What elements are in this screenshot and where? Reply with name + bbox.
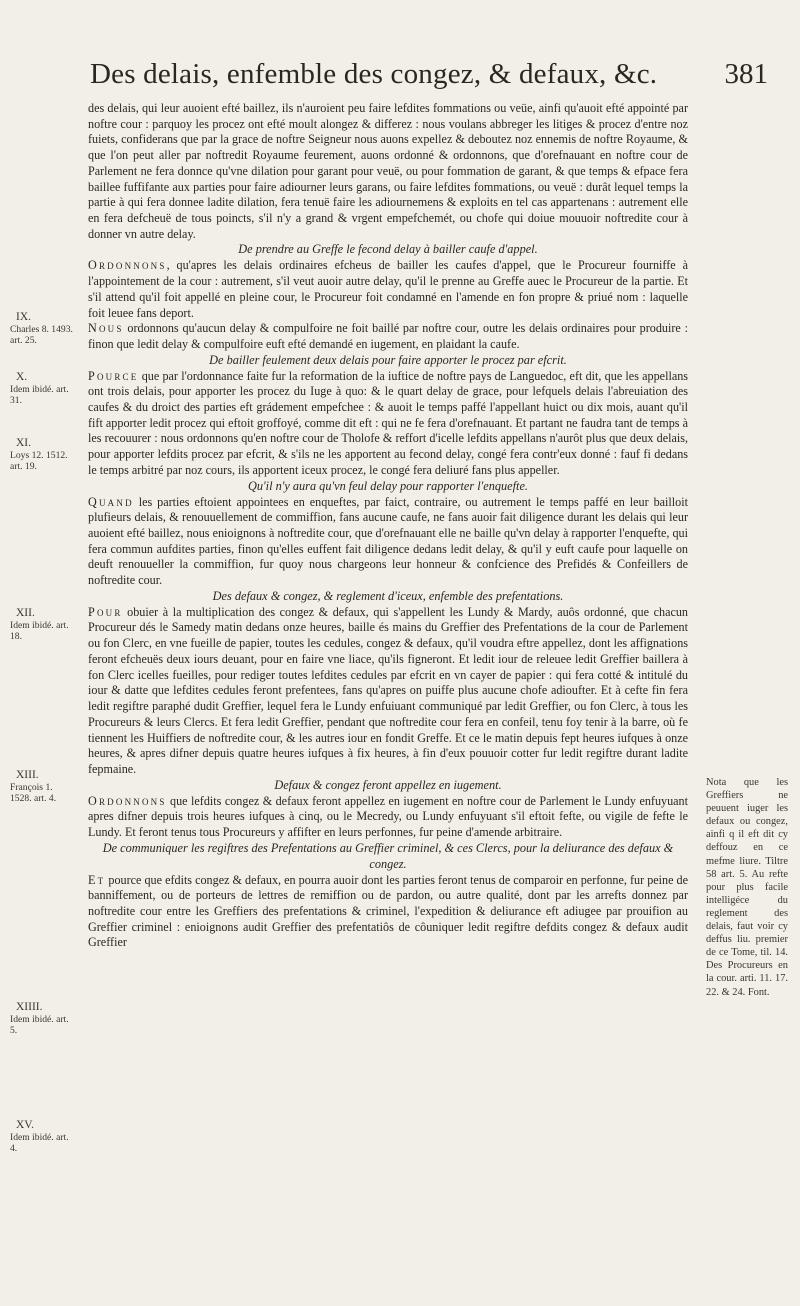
paragraph-lead: Pource bbox=[88, 368, 139, 383]
margin-note-left bbox=[10, 438, 74, 473]
running-title: Des delais, enfemble des congez, & defaux, &c. bbox=[90, 58, 658, 90]
paragraph bbox=[88, 495, 688, 589]
paragraph-lead: Nous bbox=[88, 321, 124, 336]
paragraph-text: que lefdits congez & defaux feront appellez en iugement en noftre cour de Parlement le Lundy enfuyuant apres difner depuis trois heures iufques à cinq, ou le Mecredy, ou Lundy enfuyuant s'il eftoit fefte, ou vigile de fefte le Lundy. Et feront tenus tous Procureurs y affifter en leurs perfonnes, fur peine d'amende arbitraire. bbox=[88, 793, 688, 839]
margin-reference: Idem ibidé. art. 31. bbox=[10, 383, 69, 407]
section-heading: Qu'il n'y aura qu'vn feul delay pour rapporter l'enquefte. bbox=[248, 478, 528, 493]
paragraph-lead: Ordonnons bbox=[88, 258, 167, 273]
margin-reference: Charles 8. 1493. art. 25. bbox=[10, 323, 73, 347]
article-number: XIIII. bbox=[16, 1001, 43, 1013]
margin-note-left bbox=[10, 1002, 74, 1037]
paragraph bbox=[88, 794, 688, 841]
margin-note-left bbox=[10, 372, 74, 407]
margin-reference: Idem ibidé. art. 4. bbox=[10, 1131, 69, 1155]
paragraph bbox=[88, 873, 688, 952]
article-number: XV. bbox=[16, 1119, 35, 1131]
margin-note-left bbox=[10, 608, 74, 643]
paragraph bbox=[88, 369, 688, 479]
margin-note-left bbox=[10, 1120, 74, 1155]
section-heading: De bailler feulement deux delais pour faire apporter le procez par efcrit. bbox=[209, 352, 567, 367]
article-number: X. bbox=[16, 371, 28, 383]
margin-reference: Idem ibidé. art. 5. bbox=[10, 1013, 69, 1037]
paragraph-lead: Ordonnons bbox=[88, 793, 167, 808]
paragraph-lead: Quand bbox=[88, 494, 134, 509]
page-number: 381 bbox=[724, 58, 768, 90]
margin-reference: Loys 12. 1512. art. 19. bbox=[10, 449, 68, 473]
margin-note-left bbox=[10, 312, 74, 347]
paragraph-text: pource que efdits congez & defaux, en pourra auoir dont les parties feront tenus de comparoir en perfonne, fur peine de banniffement, ou de porteurs de lettres de remiffion ou de pardon, ou autre qualité, dont par les arrefts donnez par noftredite cour entre les Greffiers des prefentations & criminel, l'expedition & deliurance eft adiugee par prouifion au Greffier criminel : enioignons audit Greffier des prefentatiôs de côuniquer ledit regiftre defdits congez & defaux audit Greffier bbox=[88, 872, 688, 950]
margin-note-right: Nota que les Greffiers ne peuuent iuger les defaux ou congez, ainfi q il eft dit cy deffouz en ce mefme liure. Tiltre 58 art. 5. Au refte pour plus facile intelligéce du reglement des delais, faut voir cy deffus liu. premier de ce Tome, til. 14. Des Procureurs en la cour. arti. 11. 17. 22. & 24. Font. bbox=[706, 777, 788, 998]
paragraph-text: ordonnons qu'aucun delay & compulfoire ne foit baillé par noftre cour, outre les delais ordinaires pour produire : finon que ledit delay & compulfoire euft efté demandé en iugement, en plaidant la caufe. bbox=[88, 321, 688, 351]
paragraph-lead: Pour bbox=[88, 604, 123, 619]
margin-note-left bbox=[10, 770, 74, 805]
section-heading: De communiquer les regiftres des Prefentations au Greffier criminel, & ces Clercs, pour la deliurance des defaux & congez. bbox=[102, 840, 674, 871]
paragraph bbox=[88, 321, 688, 352]
paragraph-lead: Et bbox=[88, 872, 106, 887]
article-number: XI. bbox=[16, 437, 32, 449]
margin-reference: François 1. 1528. art. 4. bbox=[10, 781, 57, 805]
paragraph: des delais, qui leur auoient efté baillez, ils n'auroient peu faire lefdites fommations ou veüe, ainfi qu'auoit efté appointé par noftre cour : parquoy les procez ont efté moult alongez & differez : nous voulans abbreger les litiges & procez d'entre noz fuiets, confiderans que par la grace de noftre Seigneur nous auons expellez & deboutez noz ennemis de noftre Royaume, & que l'on peut aller par noftredit Royaume feurement, auons ordonné & ordonnons, que d'orefnauant en noftre cour de Parlement ne fera donnce qu'vne dilation pour garant pour veuë, ou pour fommation de garant, & que temps & efpace fera baillee fuffifante aux parties pour faire adiourner leurs garans, ou faire lefdites fommations, ou veuë : durât lequel temps la partie à qui fera donnee ladite dilation, fera tenuë faire les adiournemens & exploits en tel cas appartenans : autrement elle en fera defcheuë de tous poincts, s'il n'y a grand & vrgent empefchemét, ou chofe qui doiue mouuoir noftredite cour à donner vn autre delay. bbox=[88, 101, 688, 241]
section-heading: Defaux & congez feront appellez en iugement. bbox=[274, 777, 502, 792]
section-heading: De prendre au Greffe le fecond delay à bailler caufe d'appel. bbox=[238, 242, 538, 257]
paragraph-text: , qu'apres les delais ordinaires efcheus de bailler les caufes d'appel, que le Procureur fourniffe à l'appointement de la cour : autrement, s'il veut auoir autre delay, qu'il le prenne au Greffe auec le Procureur de la partie. Et s'il attend qu'il foit appellé en pleine cour, le Procureur foit condamné en l'amende en fon propre & priué nom : laquelle foit leuee fans deport. bbox=[88, 258, 688, 320]
paragraph-text: obuier à la multiplication des congez & defaux, qui s'appellent les Lundy & Mardy, auôs ordonné, que chacun Procureur dés le Samedy matin dedans onze heures, baille és mains du Greffier des Prefentations de la cour de Parlement ou fon Clerc, en vne fueille de papier, toutes les cedules, congez & defaux, qu'il voudra eftre appellez, dont les affignations feront efcheuës deux iours deuant, pour en faire vne liace, qu'ils figneront. Et ledit iour de releuee ledit Greffier baillera à fon Clerc icelles fueilles, pour rediger toutes lefdites cedules par efcrit en vn cayer de papier : qui fera cotté & intitulé du iour & datte que lefdites cedules feront prefentees, fans qu'apres on puiffe plus aucune chofe adioufter. Et à cefte fin fera ledit regiftre paraphé dudit Greffier, lequel fera le Lundy enfuiuant communiqué par ledit Greffier, ou fon Clerc, à tous les Procureurs & leurs Clercs. Et fera ledit Greffier, pendant que noftredite cour fera en confeil, tenu foy tenir à la barre, où fe tiennent les Huiffiers de noftredite cour, & les autres iour en fondit Greffe. Et ce le matin depuis fept heures iufques à onze heures, & apres difner depuis quatre heures iufques à fix heures, à fin d'eux pouuoir cotter fur ledit regiftre durant ladite fepmaine. bbox=[88, 604, 688, 776]
article-number: IX. bbox=[16, 311, 32, 323]
article-number: XIII. bbox=[16, 769, 39, 781]
paragraph-text: les parties eftoient appointees en enqueftes, par faict, contraire, ou autrement le temps paffé en leur bailloit plufieurs delais, & renouuellement de commiffion, fans aucune caufe, ne fans auoir fait diligence durant les delais qui leur auoient efté baillez, nous enioignons à noftredite cour, que d'orefnauant elle ne baille qu'vn delay à rapporter l'enquefte, qui fera commun aufdites parties, finon qu'elles euffent fait diligence dedans ledit delay, & qu'il y euft caufe pour laquelle on deuft renouueller la commiffion, fur quoy nous chargeons leur honneur & confcience des Prefidés & Confeillers de noftredite cour. bbox=[88, 494, 688, 588]
paragraph bbox=[88, 605, 688, 778]
margin-reference: Idem ibidé. art. 18. bbox=[10, 619, 69, 643]
section-heading: Des defaux & congez, & reglement d'iceux, enfemble des prefentations. bbox=[212, 588, 564, 603]
paragraph bbox=[88, 258, 688, 321]
running-head bbox=[88, 58, 768, 102]
main-text-column bbox=[88, 101, 688, 951]
paragraph-text: que par l'ordonnance faite fur la reformation de la iuftice de noftre pays de Languedoc, eft dit, que les appellans ont trois delais, pour apporter les procez du Iuge à quo: & le quart delay de grace, pour lefquels delais l'abreuiation des caufes & du droict des parties eft grádement empefchee : & auoit le temps paffé l'appellant huict ou dix mois, auant qu'il fift apporter ledit procez qui eftoit groffoyé, comme dit eft : qui ne fe fera d'orefnauant. Et partant ne faudra tant de temps à les recouurer : nous ordonnons qu'en noftre cour de Tholofe & reffort d'icelle lefdits appellans n'aurôt plus que deux delais, pour apporter lefdits procez par efcrit, & s'ils ne les apportent au fecond delay, congé fera contr'eux donné : fauf fi dedans le temps arbitré par noz cours, ils apportent iceux procez, le congé fera deliuré fans plus appeller. bbox=[88, 368, 688, 477]
article-number: XII. bbox=[16, 607, 35, 619]
